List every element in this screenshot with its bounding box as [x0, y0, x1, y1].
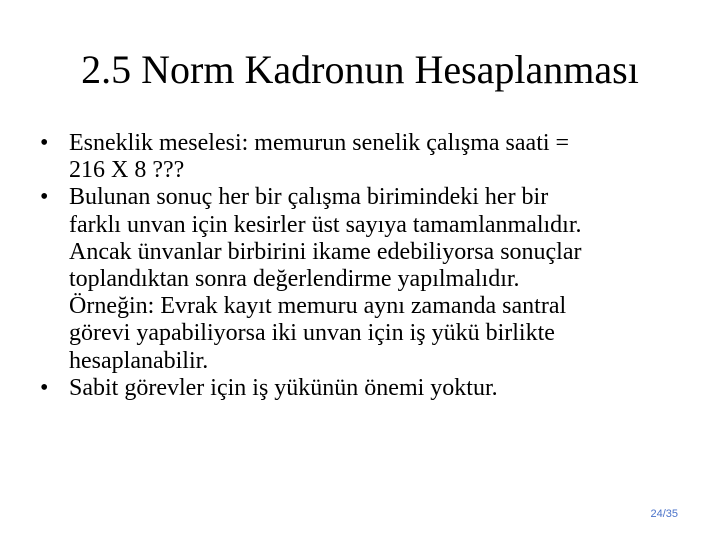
bullet-icon: •	[40, 184, 49, 211]
bullet-list	[40, 130, 680, 402]
bullet-item-rounding	[40, 184, 680, 374]
bullet-line: hesaplanabilir.	[69, 347, 209, 374]
bullet-item-fixed-duties	[40, 375, 680, 402]
bullet-line: 216 X 8 ???	[69, 157, 185, 184]
slide-title: 2.5 Norm Kadronun Hesaplanması	[81, 47, 639, 92]
bullet-line: Esneklik meselesi: memurun senelik çalışma saati =	[69, 130, 570, 156]
bullet-line: Bulunan sonuç her bir çalışma birimindeki her bir	[69, 184, 549, 211]
bullet-icon: •	[40, 374, 49, 401]
bullet-line: Örneğin: Evrak kayıt memuru aynı zamanda santral	[69, 293, 567, 320]
bullet-item-flexibility	[40, 130, 680, 184]
bullet-line: Sabit görevler için iş yükünün önemi yoktur.	[69, 374, 498, 401]
bullet-line: görevi yapabiliyorsa iki unvan için iş yükü birlikte	[69, 320, 555, 347]
bullet-line: farklı unvan için kesirler üst sayıya tamamlanmalıdır.	[69, 211, 582, 238]
bullet-line: toplandıktan sonra değerlendirme yapılmalıdır.	[69, 266, 520, 293]
page-number: 24/35	[650, 508, 678, 520]
bullet-icon: •	[40, 130, 49, 156]
bullet-line: Ancak ünvanlar birbirini ikame edebiliyorsa sonuçlar	[69, 238, 582, 265]
